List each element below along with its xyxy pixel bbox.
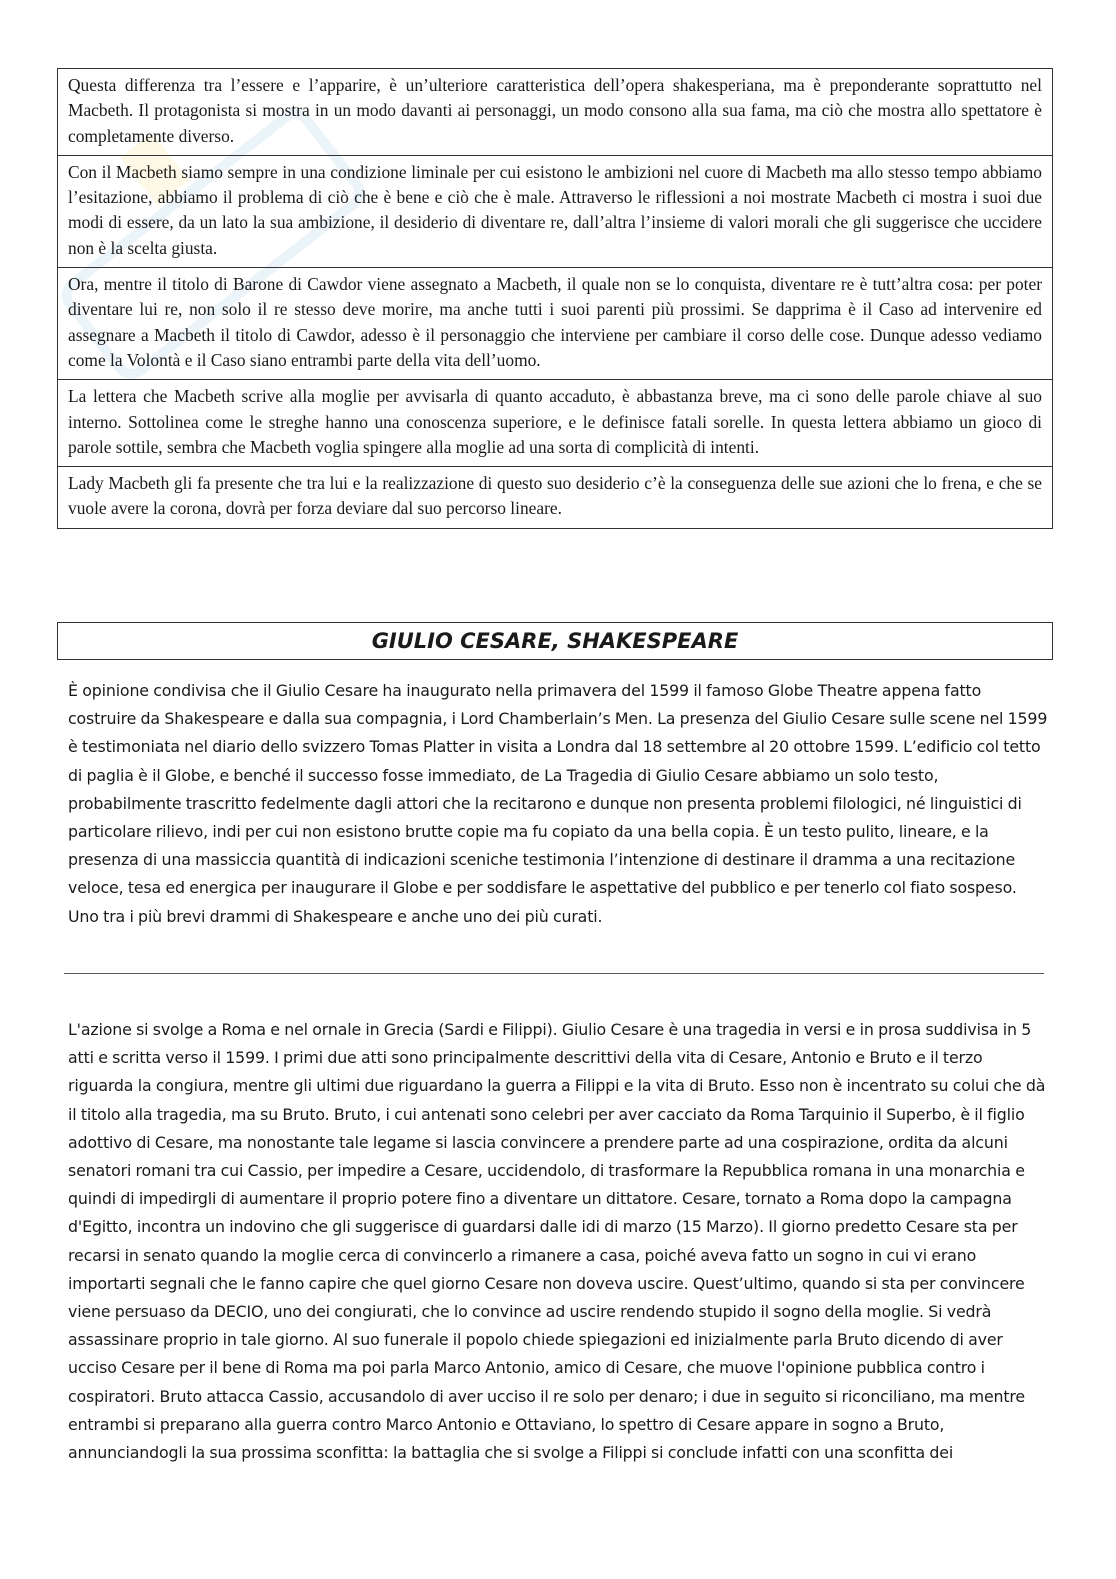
macbeth-note: La lettera che Macbeth scrive alla moglie per avvisarla di quanto accaduto, è abbastanza breve, ma ci sono delle parole chiave al suo interno. Sottolinea come le streghe hanno una conoscenza superiore, e le definisce fatali sorelle. In questa lettera abbiamo un gioco di parole sottile, sembra che Macbeth voglia spingere alla moglie ad una sorta di complicità di intenti. <box>58 380 1052 467</box>
section-title: GIULIO CESARE, SHAKESPEARE <box>57 622 1053 660</box>
intro-paragraph: È opinione condivisa che il Giulio Cesare ha inaugurato nella primavera del 1599 il famoso Globe Theatre appena fatto costruire da Shakespeare e dalla sua compagnia, i Lord Chamberlain’s Men. La presenza del Giulio Cesare sulle scene nel 1599 è testimoniata nel diario dello svizzero Tomas Platter in visita a Londra dal 18 settembre al 20 ottobre 1599. L’edificio col tetto di paglia è il Globe, e benché il successo fosse immediato, de La Tragedia di Giulio Cesare abbiamo un solo testo, probabilmente trascritto fedelmente dagli attori che la recitarono e dunque non presenta problemi filologici, né linguistici di particolare rilievo, indi per cui non esistono brutte copie ma fu copiato da una bella copia. È un testo pulito, lineare, e la presenza di una massiccia quantità di indicazioni sceniche testimonia l’intenzione di destinare il dramma a una recitazione veloce, tesa ed energica per inaugurare il Globe e per soddisfare le aspettative del pubblico e per tenerlo col fiato sospeso. Uno tra i più brevi drammi di Shakespeare e anche uno dei più curati. <box>68 681 1048 926</box>
plot-paragraph: L'azione si svolge a Roma e nel ornale in Grecia (Sardi e Filippi). Giulio Cesare è una tragedia in versi e in prosa suddivisa in 5 atti e scritta verso il 1599. I primi due atti sono principalmente descrittivi della vita di Cesare, Antonio e Bruto e il terzo riguarda la congiura, mentre gli ultimi due riguardano la guerra a Filippi e la vita di Bruto. Esso non è incentrato su colui che dà il titolo alla tragedia, ma su Bruto. Bruto, i cui antenati sono celebri per aver cacciato da Roma Tarquinio il Superbo, è il figlio adottivo di Cesare, ma nonostante tale legame si lascia convincere a prendere parte ad una cospirazione, ordita da alcuni senatori romani tra cui Cassio, per impedire a Cesare, uccidendolo, di trasformare la Repubblica romana in una monarchia e quindi di impedirgli di aumentare il proprio potere fino a diventare un dittatore. Cesare, tornato a Roma dopo la campagna d'Egitto, incontra un indovino che gli suggerisce di guardarsi dalle idi di marzo (15 Marzo). Il giorno predetto Cesare sta per recarsi in senato quando la moglie cerca di convincerlo a rimanere a casa, poiché aveva fatto un sogno in cui vi erano importarti segnali che le fanno capire che quel giorno Cesare non doveva uscire. Quest’ultimo, quando si sta per convincere viene persuaso da DECIO, uno dei congiurati, che lo convince ad uscire rendendo stupido il sogno della moglie. Si vedrà assassinare proprio in tale giorno. Al suo funerale il popolo chiede spiegazioni ed inizialmente parla Bruto dicendo di aver ucciso Cesare per il bene di Roma ma poi parla Marco Antonio, amico di Cesare, che muove l'opinione pubblica contro i cospiratori. Bruto attacca Cassio, accusandolo di aver ucciso il re solo per denaro; i due in seguito si riconciliano, ma mentre entrambi si preparano alla guerra contro Marco Antonio e Ottaviano, lo spettro di Cesare appare in sogno a Bruto, annunciandogli la sua prossima sconfitta: la battaglia che si svolge a Filippi si conclude infatti con una sconfitta dei <box>68 1020 1046 1463</box>
horizontal-divider <box>64 973 1044 974</box>
macbeth-note: Con il Macbeth siamo sempre in una condizione liminale per cui esistono le ambizioni nel cuore di Macbeth ma allo stesso tempo abbiamo l’esitazione, abbiamo il problema di ciò che è bene e ciò che è male. Attraverso le riflessioni a noi mostrate Macbeth ci mostra i suoi due modi di essere, da un lato la sua ambizione, il desiderio di diventare re, dall’altra l’insieme di valori morali che gli suggerisce che uccidere non è la scelta giusta. <box>58 156 1052 268</box>
macbeth-note: Lady Macbeth gli fa presente che tra lui e la realizzazione di questo suo desiderio c’è la conseguenza delle sue azioni che lo frena, e che se vuole avere la corona, dovrà per forza deviare dal suo percorso lineare. <box>68 473 1042 519</box>
macbeth-note: Questa differenza tra l’essere e l’apparire, è un’ulteriore caratteristica dell’opera shakesperiana, ma è preponderante soprattutto nel Macbeth. Il protagonista si mostra in un modo davanti ai personaggi, un modo consono alla sua fama, ma ciò che mostra allo spettatore è completamente diverso. <box>58 69 1052 156</box>
macbeth-note: Ora, mentre il titolo di Barone di Cawdor viene assegnato a Macbeth, il quale non se lo conquista, diventare re è tutt’altra cosa: per poter diventare lui re, non solo il re stesso deve morire, ma anche tutti i suoi parenti più prossimi. Se dapprima è il Caso ad intervenire ed assegnare a Macbeth il titolo di Cawdor, adesso è il personaggio che interviene per cambiare il corso delle cose. Dunque adesso vediamo come la Volontà e il Caso siano entrambi parte della vita dell’uomo. <box>58 268 1052 380</box>
macbeth-notes-table <box>57 68 1053 529</box>
